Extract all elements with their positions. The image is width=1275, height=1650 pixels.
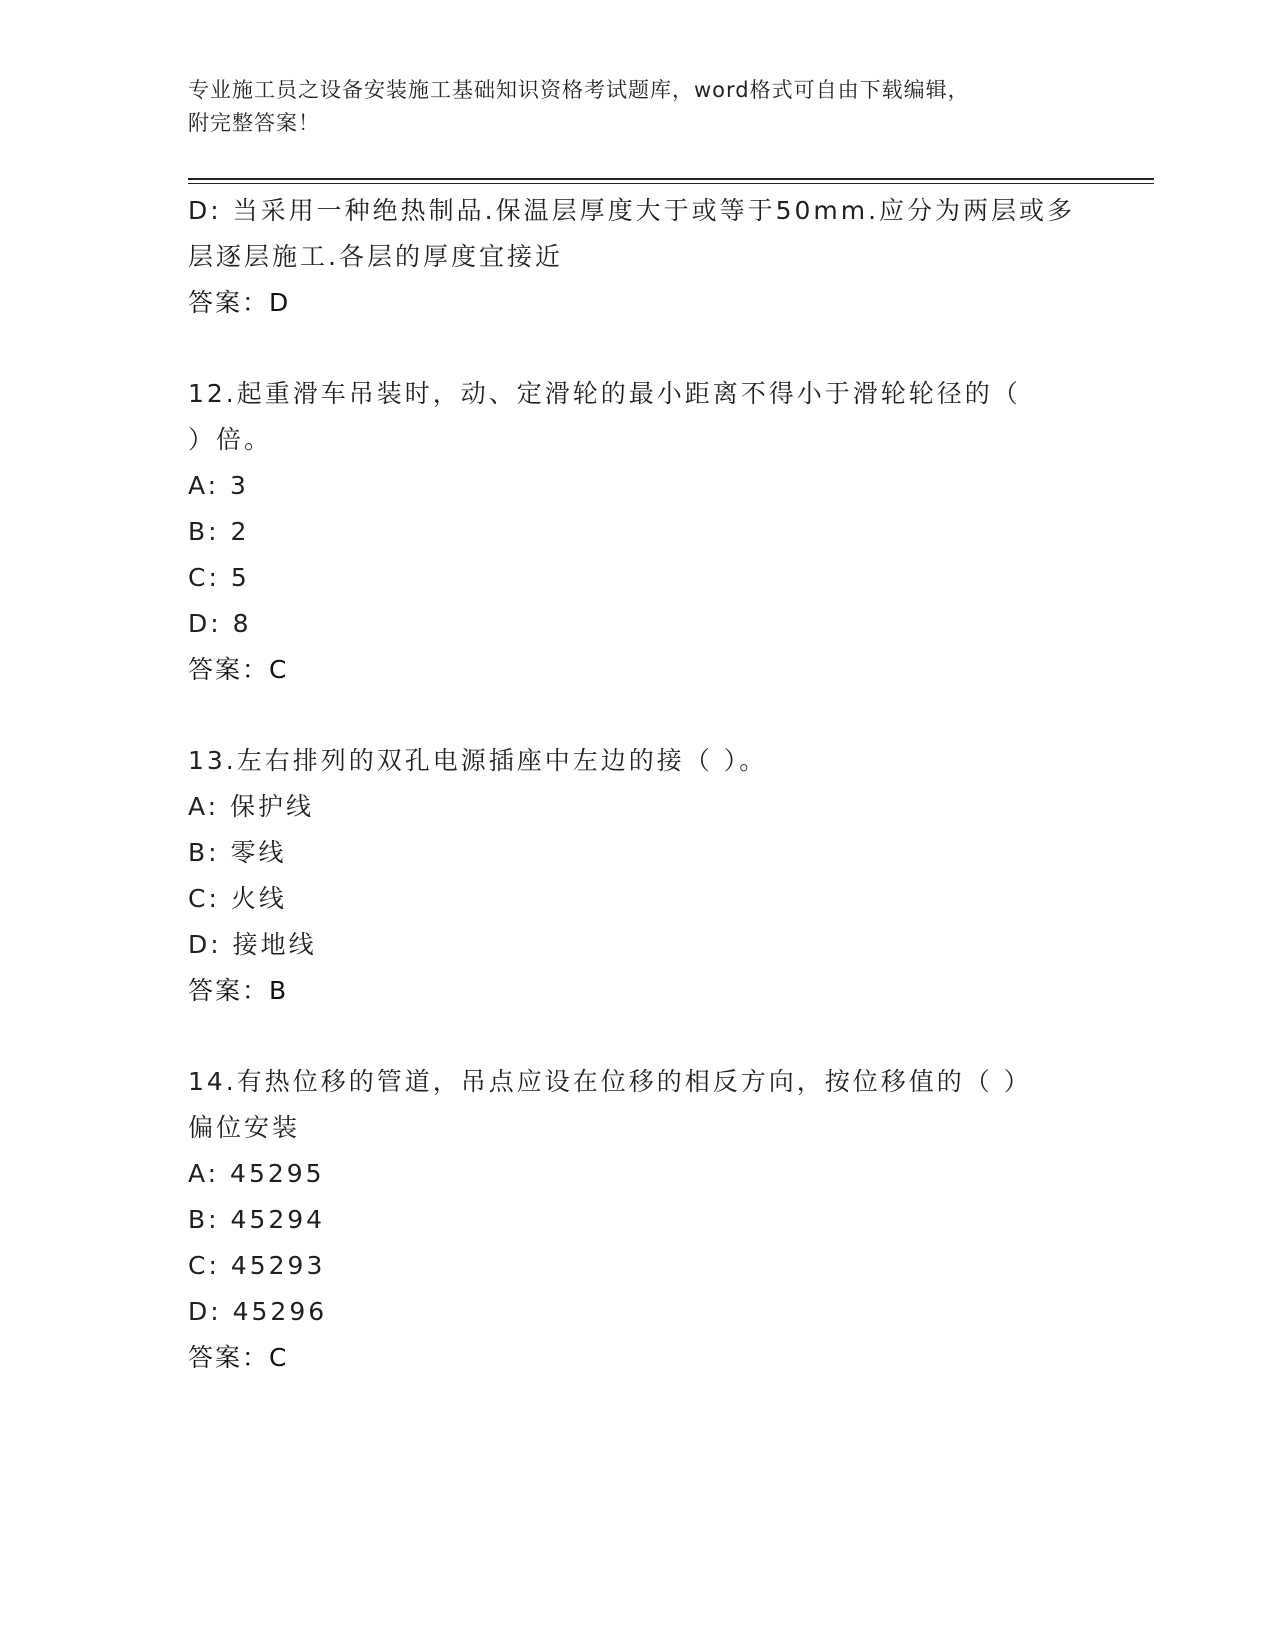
question-content [188, 188, 1088, 1381]
header-divider [188, 178, 1154, 180]
document-header [188, 74, 1088, 140]
option-a: A: 45295 [188, 1159, 325, 1188]
option-d: D: 45296 [188, 1297, 328, 1326]
option-d: D: 8 [188, 609, 252, 638]
header-line-2: 附完整答案！ [188, 111, 320, 135]
spacer [188, 693, 1088, 738]
option-d: D: 接地线 [188, 930, 317, 959]
answer-label: 答案：C [188, 1343, 289, 1372]
question-stem-continued: ）倍。 [188, 425, 273, 454]
question-14 [188, 1059, 1088, 1381]
spacer [188, 1014, 1088, 1059]
option-b: B: 45294 [188, 1205, 326, 1234]
option-c: C: 45293 [188, 1251, 326, 1280]
option-c: C: 火线 [188, 884, 287, 913]
option-b: B: 2 [188, 517, 250, 546]
answer-label: 答案：C [188, 655, 289, 684]
header-line-1: 专业施工员之设备安装施工基础知识资格考试题库，word格式可自由下载编辑， [188, 78, 970, 102]
question-11-continuation [188, 188, 1088, 326]
option-c: C: 5 [188, 563, 250, 592]
answer-label: 答案：B [188, 976, 289, 1005]
option-b: B: 零线 [188, 838, 287, 867]
option-a: A: 3 [188, 471, 249, 500]
option-a: A: 保护线 [188, 792, 315, 821]
header-divider-thin [188, 183, 1154, 184]
question-13 [188, 738, 1088, 1014]
option-d-line-1: D: 当采用一种绝热制品.保温层厚度大于或等于50mm.应分为两层或多 [188, 196, 1076, 225]
question-stem: 13.左右排列的双孔电源插座中左边的接（ ）。 [188, 746, 768, 775]
answer-label: 答案：D [188, 288, 291, 317]
question-stem-continued: 偏位安装 [188, 1113, 301, 1142]
option-d-line-2: 层逐层施工.各层的厚度宜接近 [188, 242, 563, 271]
question-stem: 14.有热位移的管道，吊点应设在位移的相反方向，按位移值的（ ） [188, 1067, 1032, 1096]
spacer [188, 326, 1088, 371]
question-stem: 12.起重滑车吊装时，动、定滑轮的最小距离不得小于滑轮轮径的（ [188, 379, 1021, 408]
question-12 [188, 371, 1088, 693]
